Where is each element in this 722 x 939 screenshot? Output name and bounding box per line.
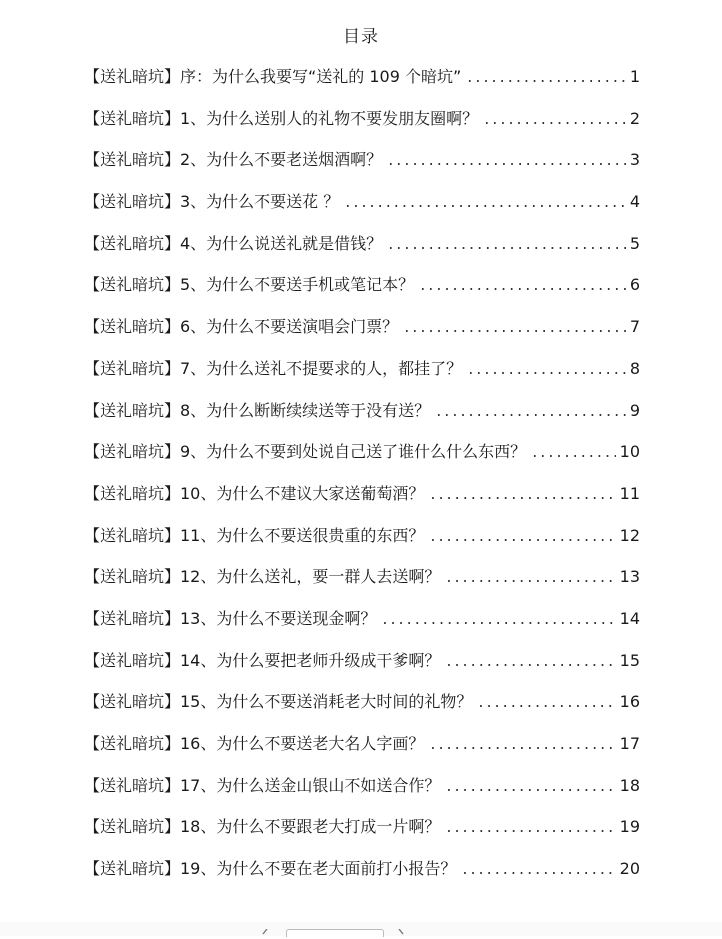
toc-entry[interactable] (84, 306, 640, 348)
toc-entry-text: 【送礼暗坑】12、为什么送礼，要一群人去送啊？ (84, 567, 441, 587)
toc-entry[interactable] (84, 390, 640, 432)
toc-entry-text: 【送礼暗坑】序：为什么我要写“送礼的 109 个暗坑” (84, 67, 462, 86)
toc-entry-text: 【送礼暗坑】2、为什么不要老送烟酒啊？ (84, 150, 383, 170)
dot-leader (484, 98, 626, 140)
toc-page-number: 6 (629, 275, 640, 295)
toc-entry-text: 【送礼暗坑】18、为什么不要跟老大打成一片啊？ (84, 817, 441, 837)
toc-page-number: 8 (629, 358, 640, 378)
toc-page-number: 3 (629, 150, 640, 170)
dot-leader (388, 139, 626, 181)
toc-entry[interactable] (84, 806, 640, 848)
dot-leader (404, 306, 626, 348)
toc-page-number: 12 (619, 525, 640, 545)
toc-entry[interactable] (84, 473, 640, 515)
toc-entry-text: 【送礼暗坑】5、为什么不要送手机或笔记本？ (84, 275, 415, 295)
toc-entry[interactable] (84, 264, 640, 306)
dot-leader (468, 348, 626, 390)
toc-entry-text: 【送礼暗坑】13、为什么不要送现金啊？ (84, 608, 377, 628)
chevron-left-icon[interactable] (258, 929, 272, 936)
toc-entry-text: 【送礼暗坑】10、为什么不建议大家送葡萄酒？ (84, 483, 425, 503)
toc-entry-text: 【送礼暗坑】8、为什么断断续续送等于没有送？ (84, 400, 431, 420)
dot-leader (467, 56, 626, 98)
dot-leader (446, 806, 615, 848)
toc-entry-text: 【送礼暗坑】14、为什么要把老师升级成干爹啊？ (84, 650, 441, 670)
toc-entry[interactable] (84, 848, 640, 890)
toc-page-number: 9 (629, 400, 640, 420)
toc-page-number: 20 (619, 859, 640, 879)
toc-entry-text: 【送礼暗坑】11、为什么不要送很贵重的东西？ (84, 525, 425, 545)
toc-entry-text: 【送礼暗坑】1、为什么送别人的礼物不要发朋友圈啊？ (84, 108, 479, 128)
toc-page-number: 4 (629, 192, 640, 212)
toc-entry[interactable] (84, 348, 640, 390)
toc-page-number: 2 (629, 108, 640, 128)
dot-leader (430, 473, 615, 515)
toc-entry[interactable] (84, 181, 640, 223)
toc-page-number: 15 (619, 650, 640, 670)
toc-entry-text: 【送礼暗坑】6、为什么不要送演唱会门票？ (84, 317, 399, 337)
toc-entry-text: 【送礼暗坑】16、为什么不要送老大名人字画？ (84, 734, 425, 753)
toc-list (84, 56, 640, 890)
toc-page-number: 7 (629, 317, 640, 337)
dot-leader (430, 515, 615, 557)
toc-page-number: 14 (619, 608, 640, 628)
dot-leader (420, 264, 626, 306)
dot-leader (478, 681, 615, 723)
toc-entry-text: 【送礼暗坑】4、为什么说送礼就是借钱？ (84, 233, 383, 253)
toc-entry-text: 【送礼暗坑】9、为什么不要到处说自己送了谁什么什么东西？ (84, 442, 527, 462)
dot-leader (462, 848, 615, 890)
dot-leader (446, 556, 615, 598)
toc-entry[interactable] (84, 98, 640, 140)
dot-leader (430, 723, 615, 765)
toc-entry[interactable] (84, 56, 640, 98)
toc-page-number: 16 (619, 692, 640, 712)
chevron-right-icon[interactable] (394, 929, 408, 936)
dot-leader (382, 598, 615, 640)
toc-entry-text: 【送礼暗坑】19、为什么不要在老大面前打小报告？ (84, 859, 457, 879)
dot-leader (388, 223, 626, 265)
toc-entry[interactable] (84, 431, 640, 473)
toc-entry[interactable] (84, 515, 640, 557)
toc-entry-text: 【送礼暗坑】15、为什么不要送消耗老大时间的礼物？ (84, 692, 473, 712)
dot-leader (436, 390, 626, 432)
toc-entry[interactable] (84, 765, 640, 807)
toc-entry-text: 【送礼暗坑】3、为什么不要送花 ？ (84, 192, 340, 212)
toc-page-number: 18 (619, 775, 640, 795)
toc-page-number: 11 (619, 483, 640, 503)
toc-page-number: 10 (619, 442, 640, 462)
dot-leader (446, 640, 615, 682)
toc-entry[interactable] (84, 598, 640, 640)
dot-leader (345, 181, 626, 223)
page-title: 目录 (343, 27, 379, 47)
toc-page-number: 1 (629, 67, 640, 86)
toc-entry-text: 【送礼暗坑】7、为什么送礼不提要求的人，都挂了？ (84, 358, 463, 378)
dot-leader (446, 765, 615, 807)
toc-entry[interactable] (84, 681, 640, 723)
toc-page-number: 5 (629, 233, 640, 253)
toc-page-number: 17 (619, 734, 640, 753)
toc-page-number: 13 (619, 567, 640, 587)
toc-page-number: 19 (619, 817, 640, 837)
toc-entry-text: 【送礼暗坑】17、为什么送金山银山不如送合作？ (84, 775, 441, 795)
toc-entry[interactable] (84, 223, 640, 265)
dot-leader (532, 431, 615, 473)
toc-entry[interactable] (84, 723, 640, 765)
toc-entry[interactable] (84, 640, 640, 682)
toc-entry[interactable] (84, 556, 640, 598)
toc-entry[interactable] (84, 139, 640, 181)
